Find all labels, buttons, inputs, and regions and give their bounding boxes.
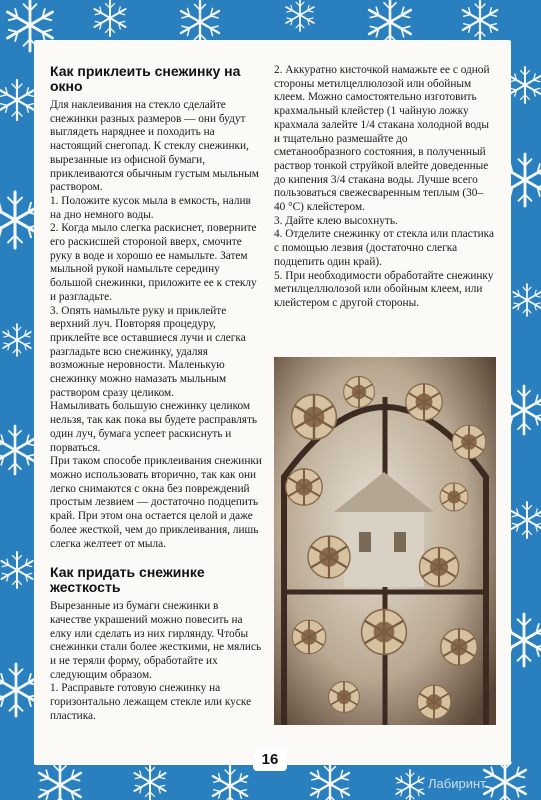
paragraph: При таком способе приклеивания снежинки можно использовать вторично, так как они легко снимаются с окна без повреждений простым лезвием — достаточно подцепить край. При этом она остается целой и даже более жесткой, чем до приклеивания, лишь слегка желтеет от мыла. <box>50 455 262 550</box>
paragraph: 2. Когда мыло слегка раскиснет, поверните его раскисшей стороной вверх, смочите руку в воде и хорошо ее намыльте. Затем мыльной рукой намыльте середину большой снежинки, приложите ее к стеклу и разгладьте. <box>50 222 257 303</box>
paragraph: 3. Дайте клею высохнуть. <box>274 214 398 227</box>
snowflakes-window-photo <box>274 357 496 725</box>
section-title-glue: Как приклеить снежинку на окно <box>50 63 241 94</box>
paragraph: Намыливать большую снежинку целиком нельзя, так как пока вы будете расправлять один луч, бумага успеет раскиснуть и порваться. <box>50 400 258 454</box>
right-column <box>274 64 494 311</box>
paragraph: 1. Положите кусок мыла в емкость, налив на дно немного воды. <box>50 194 251 221</box>
paragraph: 3. Опять намыльте руку и приклейте верхний луч. Повторяя процедуру, приклейте все оставшиеся лучи и слегка разгладьте всю снежинку, удаляя возможные неровности. Маленькую снежинку можно намазать мыльным раствором сразу целиком. <box>50 304 246 399</box>
left-column <box>50 64 262 724</box>
paper-snowflakes-window-icon <box>274 357 496 725</box>
paragraph: Вырезанные из бумаги снежинки в качестве украшений можно повесить на елку или сделать из них гирлянду. Чтобы снежинки стали более жесткими, не мялись и не теряли форму, обработайте их следующим образом. <box>50 600 262 681</box>
paragraph: 4. Отделите снежинку от стекла или пластика с помощью лезвия (достаточно слегка подцепить один край). <box>274 228 495 268</box>
page-number: 16 <box>253 749 287 771</box>
section-title-stiffness: Как придать снежинке жесткость <box>50 564 205 596</box>
publisher-watermark: Лабиринт <box>428 776 487 791</box>
paragraph: 1. Расправьте готовую снежинку на горизонтально лежащем стекле или куске пластика. <box>50 682 252 722</box>
paragraph: 5. При необходимости обработайте снежинку метилцеллюлозой или обойным клеем, или клейстером с другой стороны. <box>274 269 494 309</box>
paragraph: Для наклеивания на стекло сделайте снежинки разных размеров — они будут выглядеть наряднее и походить на настоящий снегопад. К стеклу снежинки, вырезанные из офисной бумаги, приклеиваются обычным густым мыльным раствором. <box>50 99 259 194</box>
paragraph: 2. Аккуратно кисточкой намажьте ее с одной стороны метилцеллюлозой или обойным клеем. Можно самостоятельно изготовить крахмальный клейстер (1 чайную ложку крахмала залейте 1/4 стакана холодной воды и тщательно размешайте до сметанообразного состояния, в полученный раствор тонкой струйкой влейте доведенные до кипения 3/4 стакана воды. Лучше всего пользоваться свежесваренным теплым (30–40 °С) клейстером. <box>274 64 490 214</box>
